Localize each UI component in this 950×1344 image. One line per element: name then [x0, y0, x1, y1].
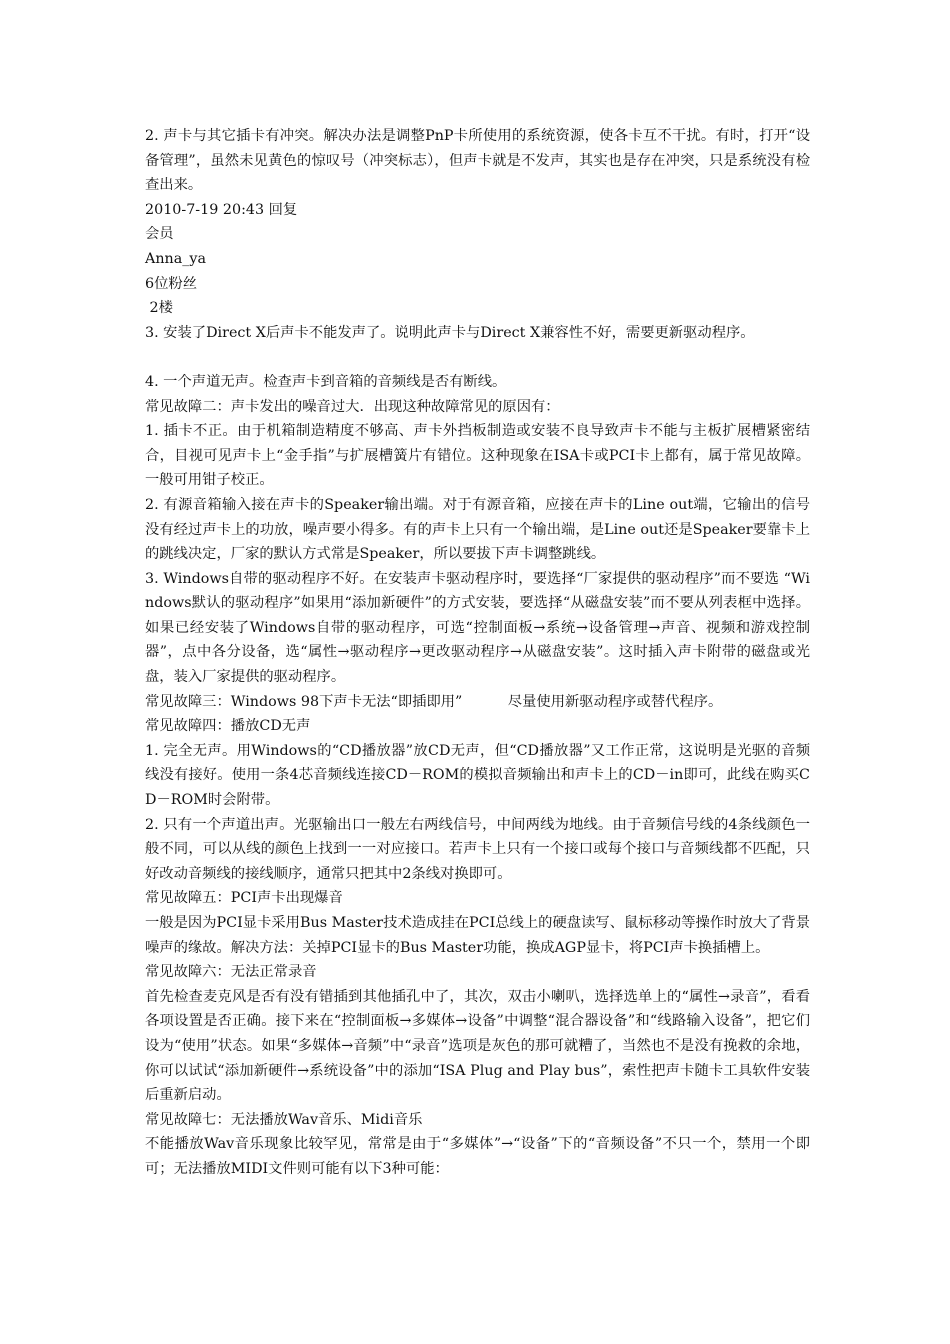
- paragraph-directx: 3. 安装了Direct X后声卡不能发声了。说明此声卡与Direct X兼容性不好，需要更新驱动程序。: [145, 324, 755, 341]
- heading-fault-4: 常见故障四：播放CD无声: [145, 718, 311, 735]
- paragraph-cd-one-channel: 2. 只有一个声道出声。光驱输出口一般左右两线信号，中间两线为地线。由于音频信号线的4条线颜色一般不同，可以从线的颜色上找到一一对应接口。若声卡上只有一个接口或每个接口与音频线都不匹配，只好改动音频线的接线顺序，通常只把其中2条线对换即可。: [145, 816, 810, 882]
- heading-fault-2: 常见故障二：声卡发出的噪音过大．出现这种故障常见的原因有：: [145, 398, 560, 415]
- username: Anna_ya: [145, 250, 207, 267]
- blank-line: [145, 345, 810, 370]
- heading-fault-7: 常见故障七：无法播放Wav音乐、Midi音乐: [145, 1111, 423, 1128]
- reply-timestamp: 2010-7-19 20:43 回复: [145, 201, 298, 218]
- paragraph-pci-pop: 一般是因为PCI显卡采用Bus Master技术造成挂在PCI总线上的硬盘读写、鼠标移动等操作时放大了背景噪声的缘故。解决方法：关掉PCI显卡的Bus Master功能，换成AGP显卡，将PCI声卡换插槽上。: [145, 915, 810, 956]
- heading-fault-5: 常见故障五：PCI声卡出现爆音: [145, 890, 343, 907]
- paragraph-wav-midi: 不能播放Wav音乐现象比较罕见，常常是由于“多媒体”→“设备”下的“音频设备”不只一个，禁用一个即可；无法播放MIDI文件则可能有以下3种可能：: [145, 1136, 810, 1177]
- user-role: 会员: [145, 226, 174, 243]
- paragraph-cd-silent: 1. 完全无声。用Windows的“CD播放器”放CD无声，但“CD播放器”又工作正常，这说明是光驱的音频线没有接好。使用一条4芯音频线连接CD－ROM的模拟音频输出和声卡上的CD－in即可，此线在购买CD－ROM时会附带。: [145, 742, 810, 809]
- paragraph-pci-conflict: 2. 声卡与其它插卡有冲突。解决办法是调整PnP卡所使用的系统资源，使各卡互不干扰。有时，打开“设备管理”，虽然未见黄色的惊叹号（冲突标志），但声卡就是不发声，其实也是存在冲突，只是系统没有检查出来。: [145, 128, 810, 194]
- follower-count: 6位粉丝: [145, 275, 197, 292]
- paragraph-speaker-output: 2. 有源音箱输入接在声卡的Speaker输出端。对于有源音箱，应接在声卡的Line out端，它输出的信号没有经过声卡上的功放，噪声要小得多。有的声卡上只有一个输出端，是Line out还是Speaker要靠卡上的跳线决定，厂家的默认方式常是Speaker，所以要拔下声卡调整跳线。: [145, 496, 810, 563]
- heading-fault-6: 常见故障六：无法正常录音: [145, 964, 317, 981]
- heading-fault-3: 常见故障三：Windows 98下声卡无法“即插即用” 尽量使用新驱动程序或替代程序。: [145, 693, 723, 710]
- document-body: [145, 124, 810, 1182]
- floor-number: 2楼: [145, 300, 173, 317]
- paragraph-recording: 首先检查麦克风是否有没有错插到其他插孔中了，其次，双击小喇叭，选择选单上的“属性→录音”，看看各项设置是否正确。接下来在“控制面板→多媒体→设备”中调整“混合器设备”和“线路输入设备”，把它们设为“使用”状态。如果“多媒体→音频”中“录音”选项是灰色的那可就糟了，当然也不是没有挽救的余地，你可以试试“添加新硬件→系统设备”中的添加“ISA Plug and Play bus”，索性把声卡随卡工具软件安装后重新启动。: [145, 988, 810, 1104]
- paragraph-card-misaligned: 1. 插卡不正。由于机箱制造精度不够高、声卡外挡板制造或安装不良导致声卡不能与主板扩展槽紧密结合，目视可见声卡上“金手指”与扩展槽簧片有错位。这种现象在ISA卡或PCI卡上都有，属于常见故障。一般可用钳子校正。: [145, 423, 810, 489]
- paragraph-channel-silent: 4. 一个声道无声。检查声卡到音箱的音频线是否有断线。: [145, 373, 507, 390]
- paragraph-windows-driver: 3. Windows自带的驱动程序不好。在安装声卡驱动程序时，要选择“厂家提供的驱动程序”而不要选 “Windows默认的驱动程序”如果用“添加新硬件”的方式安装，要选择“从磁盘安装”而不要从列表框中选择。如果已经安装了Windows自带的驱动程序，可选“控制面板→系统→设备管理→声音、视频和游戏控制器”，点中各分设备，选“属性→驱动程序→更改驱动程序→从磁盘安装”。这时插入声卡附带的磁盘或光盘，装入厂家提供的驱动程序。: [145, 570, 810, 686]
